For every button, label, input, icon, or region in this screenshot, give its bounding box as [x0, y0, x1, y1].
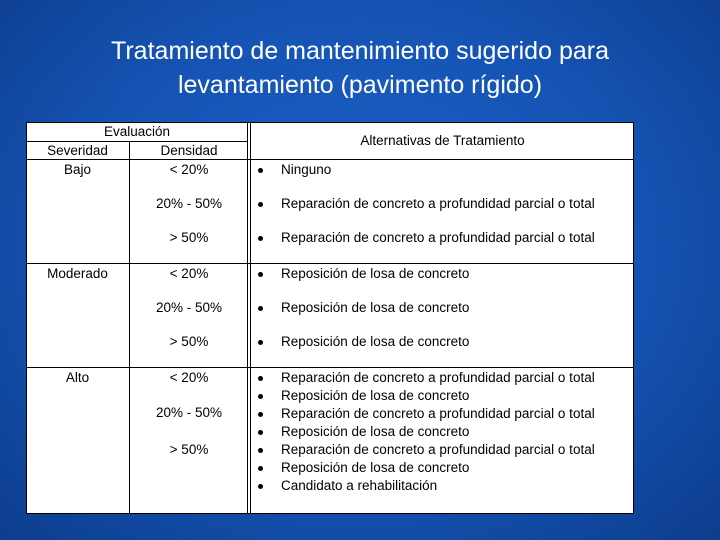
bullet-icon: [258, 394, 263, 399]
treatment-item: Reparación de concreto a profundidad parcial o total: [281, 196, 595, 211]
bullet-icon: [258, 168, 263, 173]
slide-title: [0, 34, 720, 102]
density-cell: > 50%: [169, 442, 209, 457]
density-cell: < 20%: [169, 266, 209, 281]
treatment-item: Reposición de losa de concreto: [281, 300, 470, 315]
bullet-icon: [258, 202, 263, 207]
treatment-item: Reposición de losa de concreto: [281, 388, 470, 403]
column-separator-b: [250, 122, 251, 514]
treatment-item: Reposición de losa de concreto: [281, 266, 470, 281]
bullet-icon: [258, 484, 263, 489]
header-severidad: Severidad: [47, 143, 108, 158]
group-rule-1: [26, 263, 634, 264]
density-cell: 20% - 50%: [155, 300, 223, 315]
bullet-icon: [258, 340, 263, 345]
header-rule-evaluacion: [26, 141, 248, 142]
header-densidad: Densidad: [160, 143, 218, 158]
treatment-item: Reparación de concreto a profundidad parcial o total: [281, 230, 595, 245]
table-border-top: [26, 122, 634, 123]
bullet-icon: [258, 412, 263, 417]
bullet-icon: [258, 272, 263, 277]
treatment-item: Ninguno: [281, 162, 332, 177]
title-line-1: Tratamiento de mantenimiento sugerido para: [111, 37, 609, 65]
severity-bajo: Bajo: [63, 162, 92, 177]
bullet-icon: [258, 236, 263, 241]
severity-moderado: Moderado: [47, 266, 108, 281]
density-cell: 20% - 50%: [155, 405, 223, 420]
header-rule-bottom: [26, 159, 634, 160]
bullet-icon: [258, 376, 263, 381]
treatment-item: Reposición de losa de concreto: [281, 424, 470, 439]
bullet-icon: [258, 430, 263, 435]
table-border-bottom: [26, 513, 634, 514]
density-cell: > 50%: [169, 334, 209, 349]
bullet-icon: [258, 466, 263, 471]
group-rule-2: [26, 367, 634, 368]
treatment-item: Reparación de concreto a profundidad parcial o total: [281, 442, 595, 457]
density-cell: < 20%: [169, 370, 209, 385]
header-evaluacion: Evaluación: [103, 124, 171, 139]
density-cell: < 20%: [169, 162, 209, 177]
table-border-right: [633, 122, 634, 514]
treatment-table: [26, 122, 634, 514]
treatment-item: Reposición de losa de concreto: [281, 334, 470, 349]
treatment-item: Candidato a rehabilitación: [281, 478, 438, 493]
treatment-item: Reposición de losa de concreto: [281, 460, 470, 475]
title-line-2: levantamiento (pavimento rígido): [177, 71, 543, 99]
treatment-item: Reparación de concreto a profundidad parcial o total: [281, 406, 595, 421]
bullet-icon: [258, 306, 263, 311]
density-cell: 20% - 50%: [155, 196, 223, 211]
density-cell: > 50%: [169, 230, 209, 245]
header-alternativas: Alternativas de Tratamiento: [360, 133, 525, 148]
treatment-item: Reparación de concreto a profundidad parcial o total: [281, 370, 595, 385]
severity-alto: Alto: [65, 370, 90, 385]
table-border-left: [26, 122, 27, 514]
bullet-icon: [258, 448, 263, 453]
